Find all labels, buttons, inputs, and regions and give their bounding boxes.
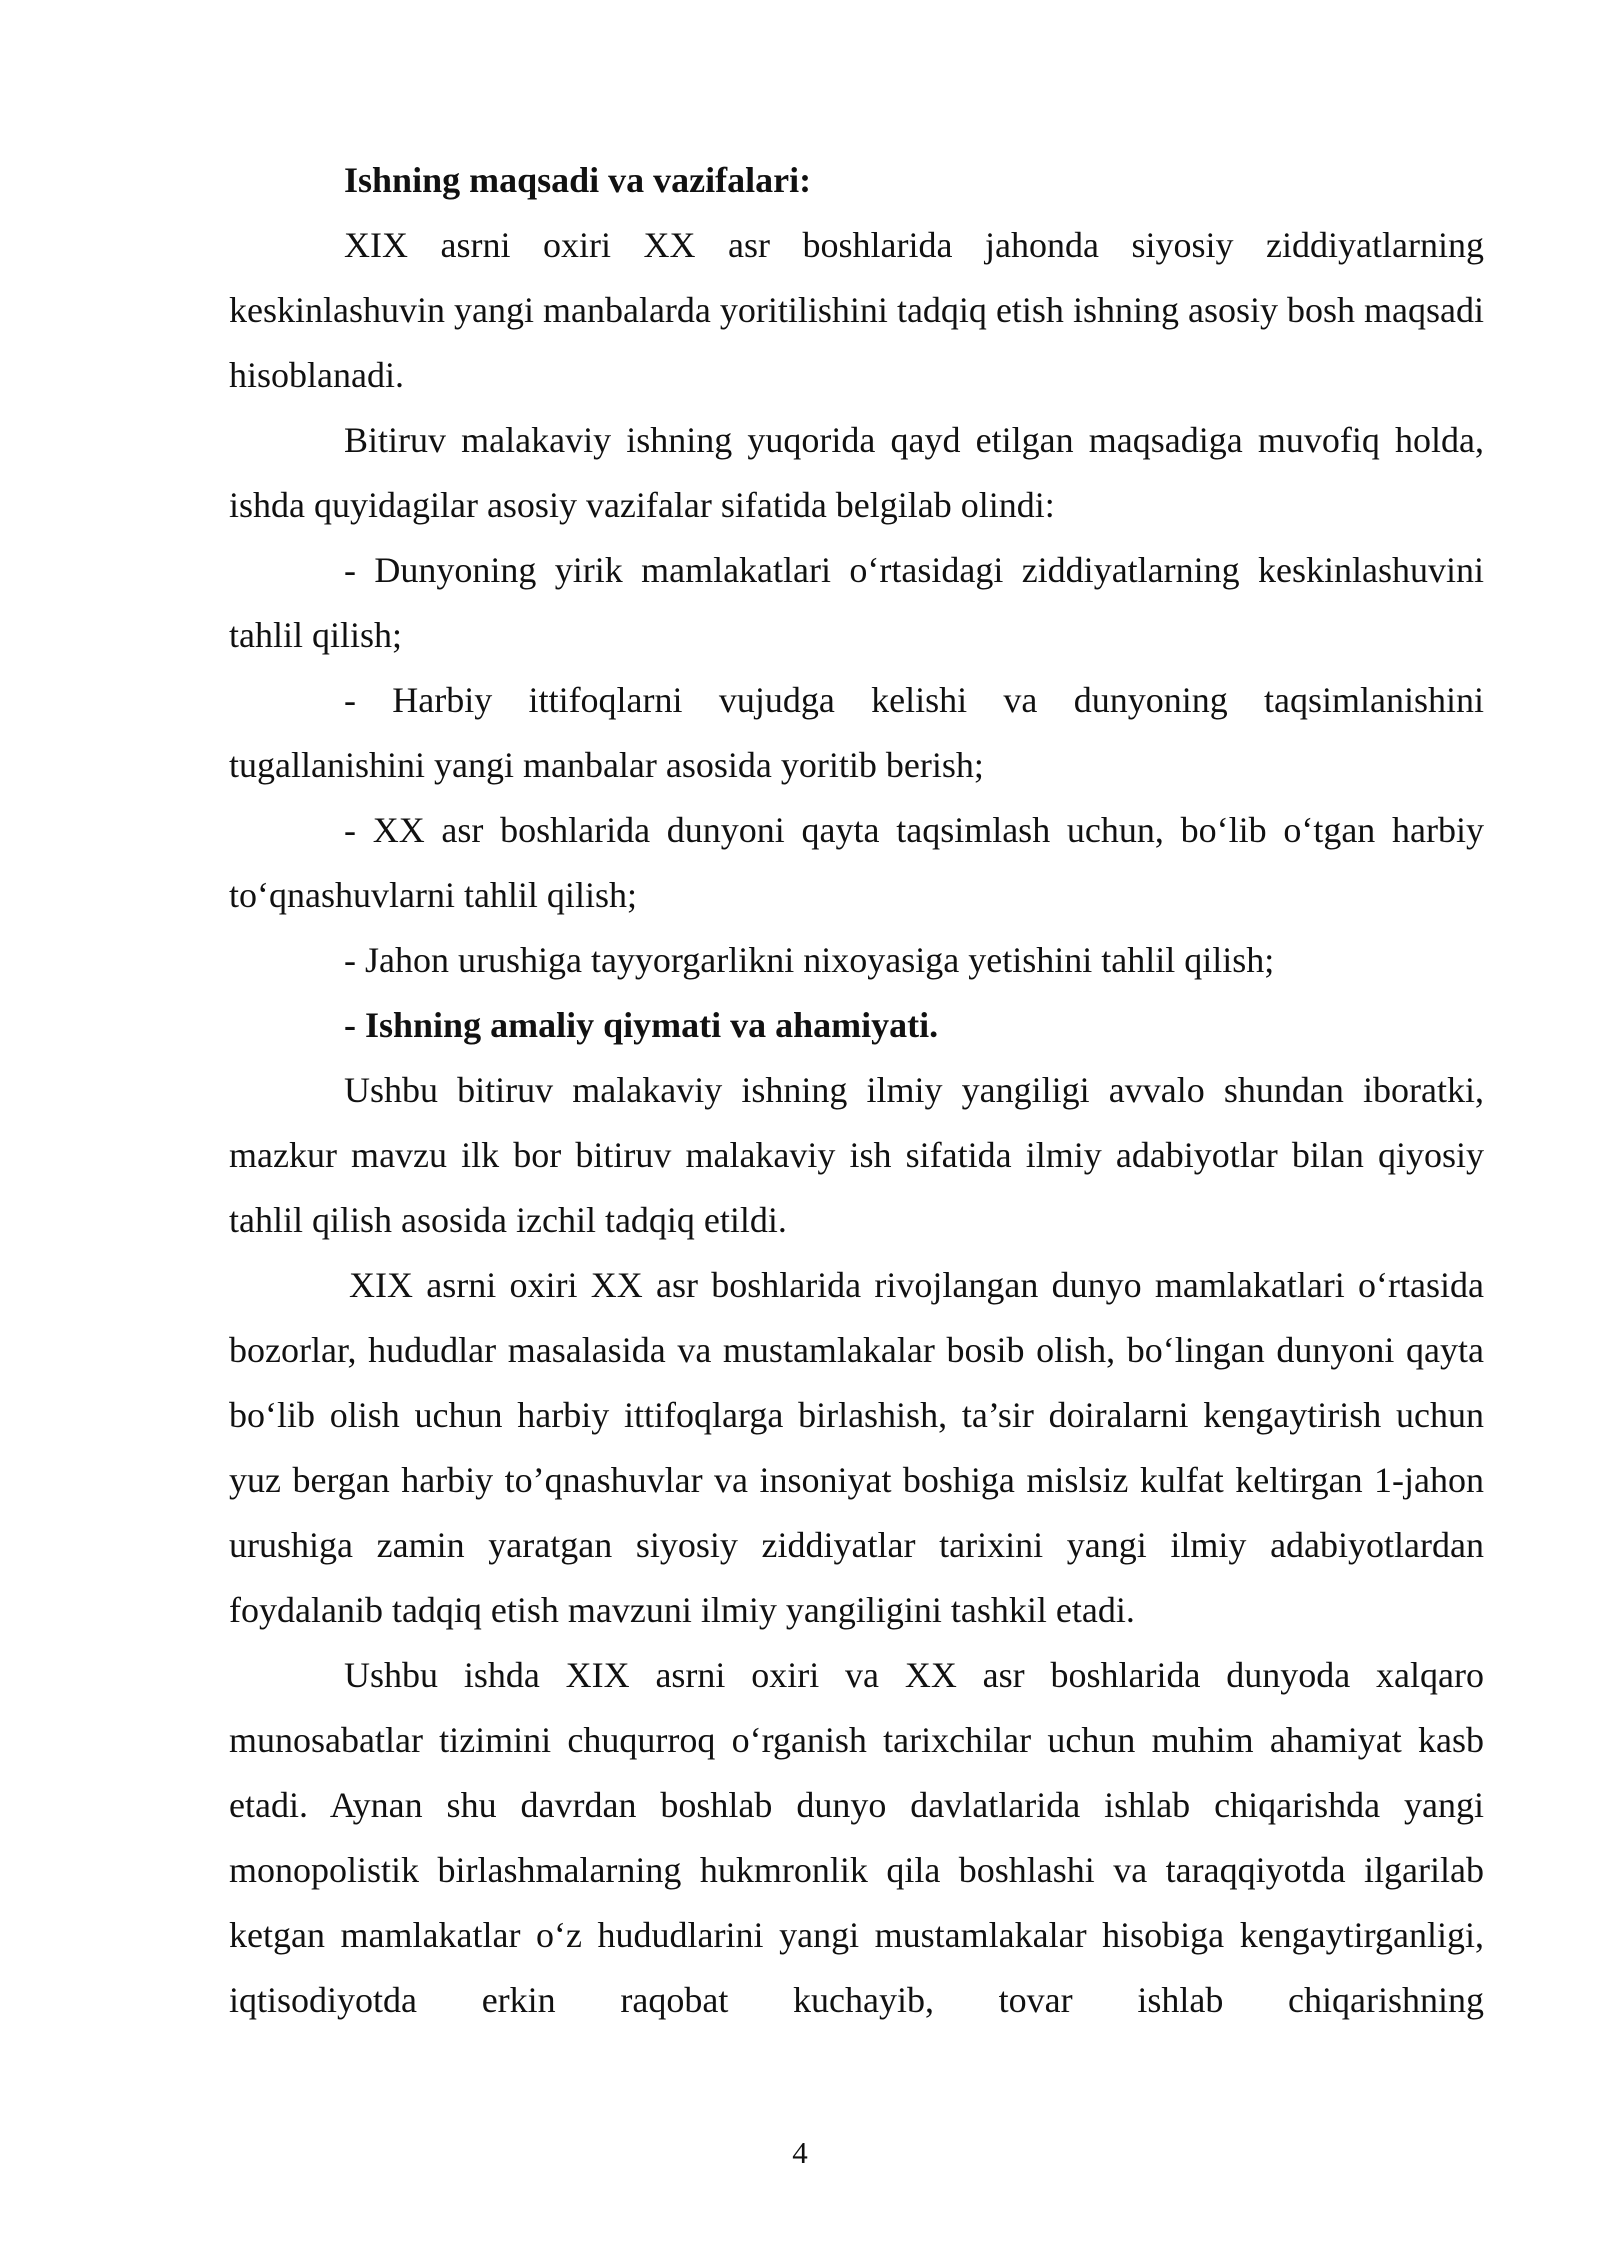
task-item: - XX asr boshlarida dunyoni qayta taqsimlash uchun, bo‘lib o‘tgan harbiy to‘qnashuvlarni tahlil qilish;	[229, 810, 1484, 915]
paragraph-goal: XIX asrni oxiri XX asr boshlarida jahonda siyosiy ziddiyatlarning keskinlashuvin yangi manbalarda yoritilishini tadqiq etish ishning asosiy bosh maqsadi hisoblanadi.	[229, 225, 1484, 395]
paragraph-significance: Ushbu ishda XIX asrni oxiri va XX asr boshlarida dunyoda xalqaro munosabatlar tizimini chuqurroq o‘rganish tarixchilar uchun muhim ahamiyat kasb etadi. Aynan shu davrdan boshlab dunyo davlatlarida ishlab chiqarishda yangi monopolistik birlashmalarning hukmronlik qila boshlashi va taraqqiyotda ilgarilab ketgan mamlakatlar o‘z hududlarini yangi mustamlakalar hisobiga kengaytirganligi, iqtisodiyotda erkin raqobat kuchayib, tovar ishlab chiqarishning	[229, 1655, 1484, 2020]
page-body	[229, 148, 1484, 2033]
section-heading: Ishning maqsadi va vazifalari:	[344, 160, 812, 200]
paragraph-novelty-detail: XIX asrni oxiri XX asr boshlarida rivojlangan dunyo mamlakatlari o‘rtasida bozorlar, hududlar masalasida va mustamlakalar bosib olish, bo‘lingan dunyoni qayta bo‘lib olish uchun harbiy ittifoqlarga birlashish, ta’sir doiralarni kengaytirish uchun yuz bergan harbiy to’qnashuvlar va insoniyat boshiga mislsiz kulfat keltirgan 1-jahon urushiga zamin yaratgan siyosiy ziddiyatlar tarixini yangi ilmiy adabiyotlardan foydalanib tadqiq etish mavzuni ilmiy yangiligini tashkil etadi.	[229, 1265, 1484, 1630]
page-number: 4	[792, 2135, 808, 2170]
task-item: - Harbiy ittifoqlarni vujudga kelishi va dunyoning taqsimlanishini tugallanishini yangi manbalar asosida yoritib berish;	[229, 680, 1484, 785]
task-item: - Dunyoning yirik mamlakatlari o‘rtasidagi ziddiyatlarning keskinlashuvini tahlil qilish;	[229, 550, 1484, 655]
sub-heading: - Ishning amaliy qiymati va ahamiyati.	[344, 1005, 939, 1045]
task-item: - Jahon urushiga tayyorgarlikni nixoyasiga yetishini tahlil qilish;	[344, 940, 1275, 980]
paragraph-novelty: Ushbu bitiruv malakaviy ishning ilmiy yangiligi avvalo shundan iboratki, mazkur mavzu ilk bor bitiruv malakaviy ish sifatida ilmiy adabiyotlar bilan qiyosiy tahlil qilish asosida izchil tadqiq etildi.	[229, 1070, 1484, 1240]
paragraph-tasks-intro: Bitiruv malakaviy ishning yuqorida qayd etilgan maqsadiga muvofiq holda, ishda quyidagilar asosiy vazifalar sifatida belgilab olindi:	[229, 420, 1484, 525]
